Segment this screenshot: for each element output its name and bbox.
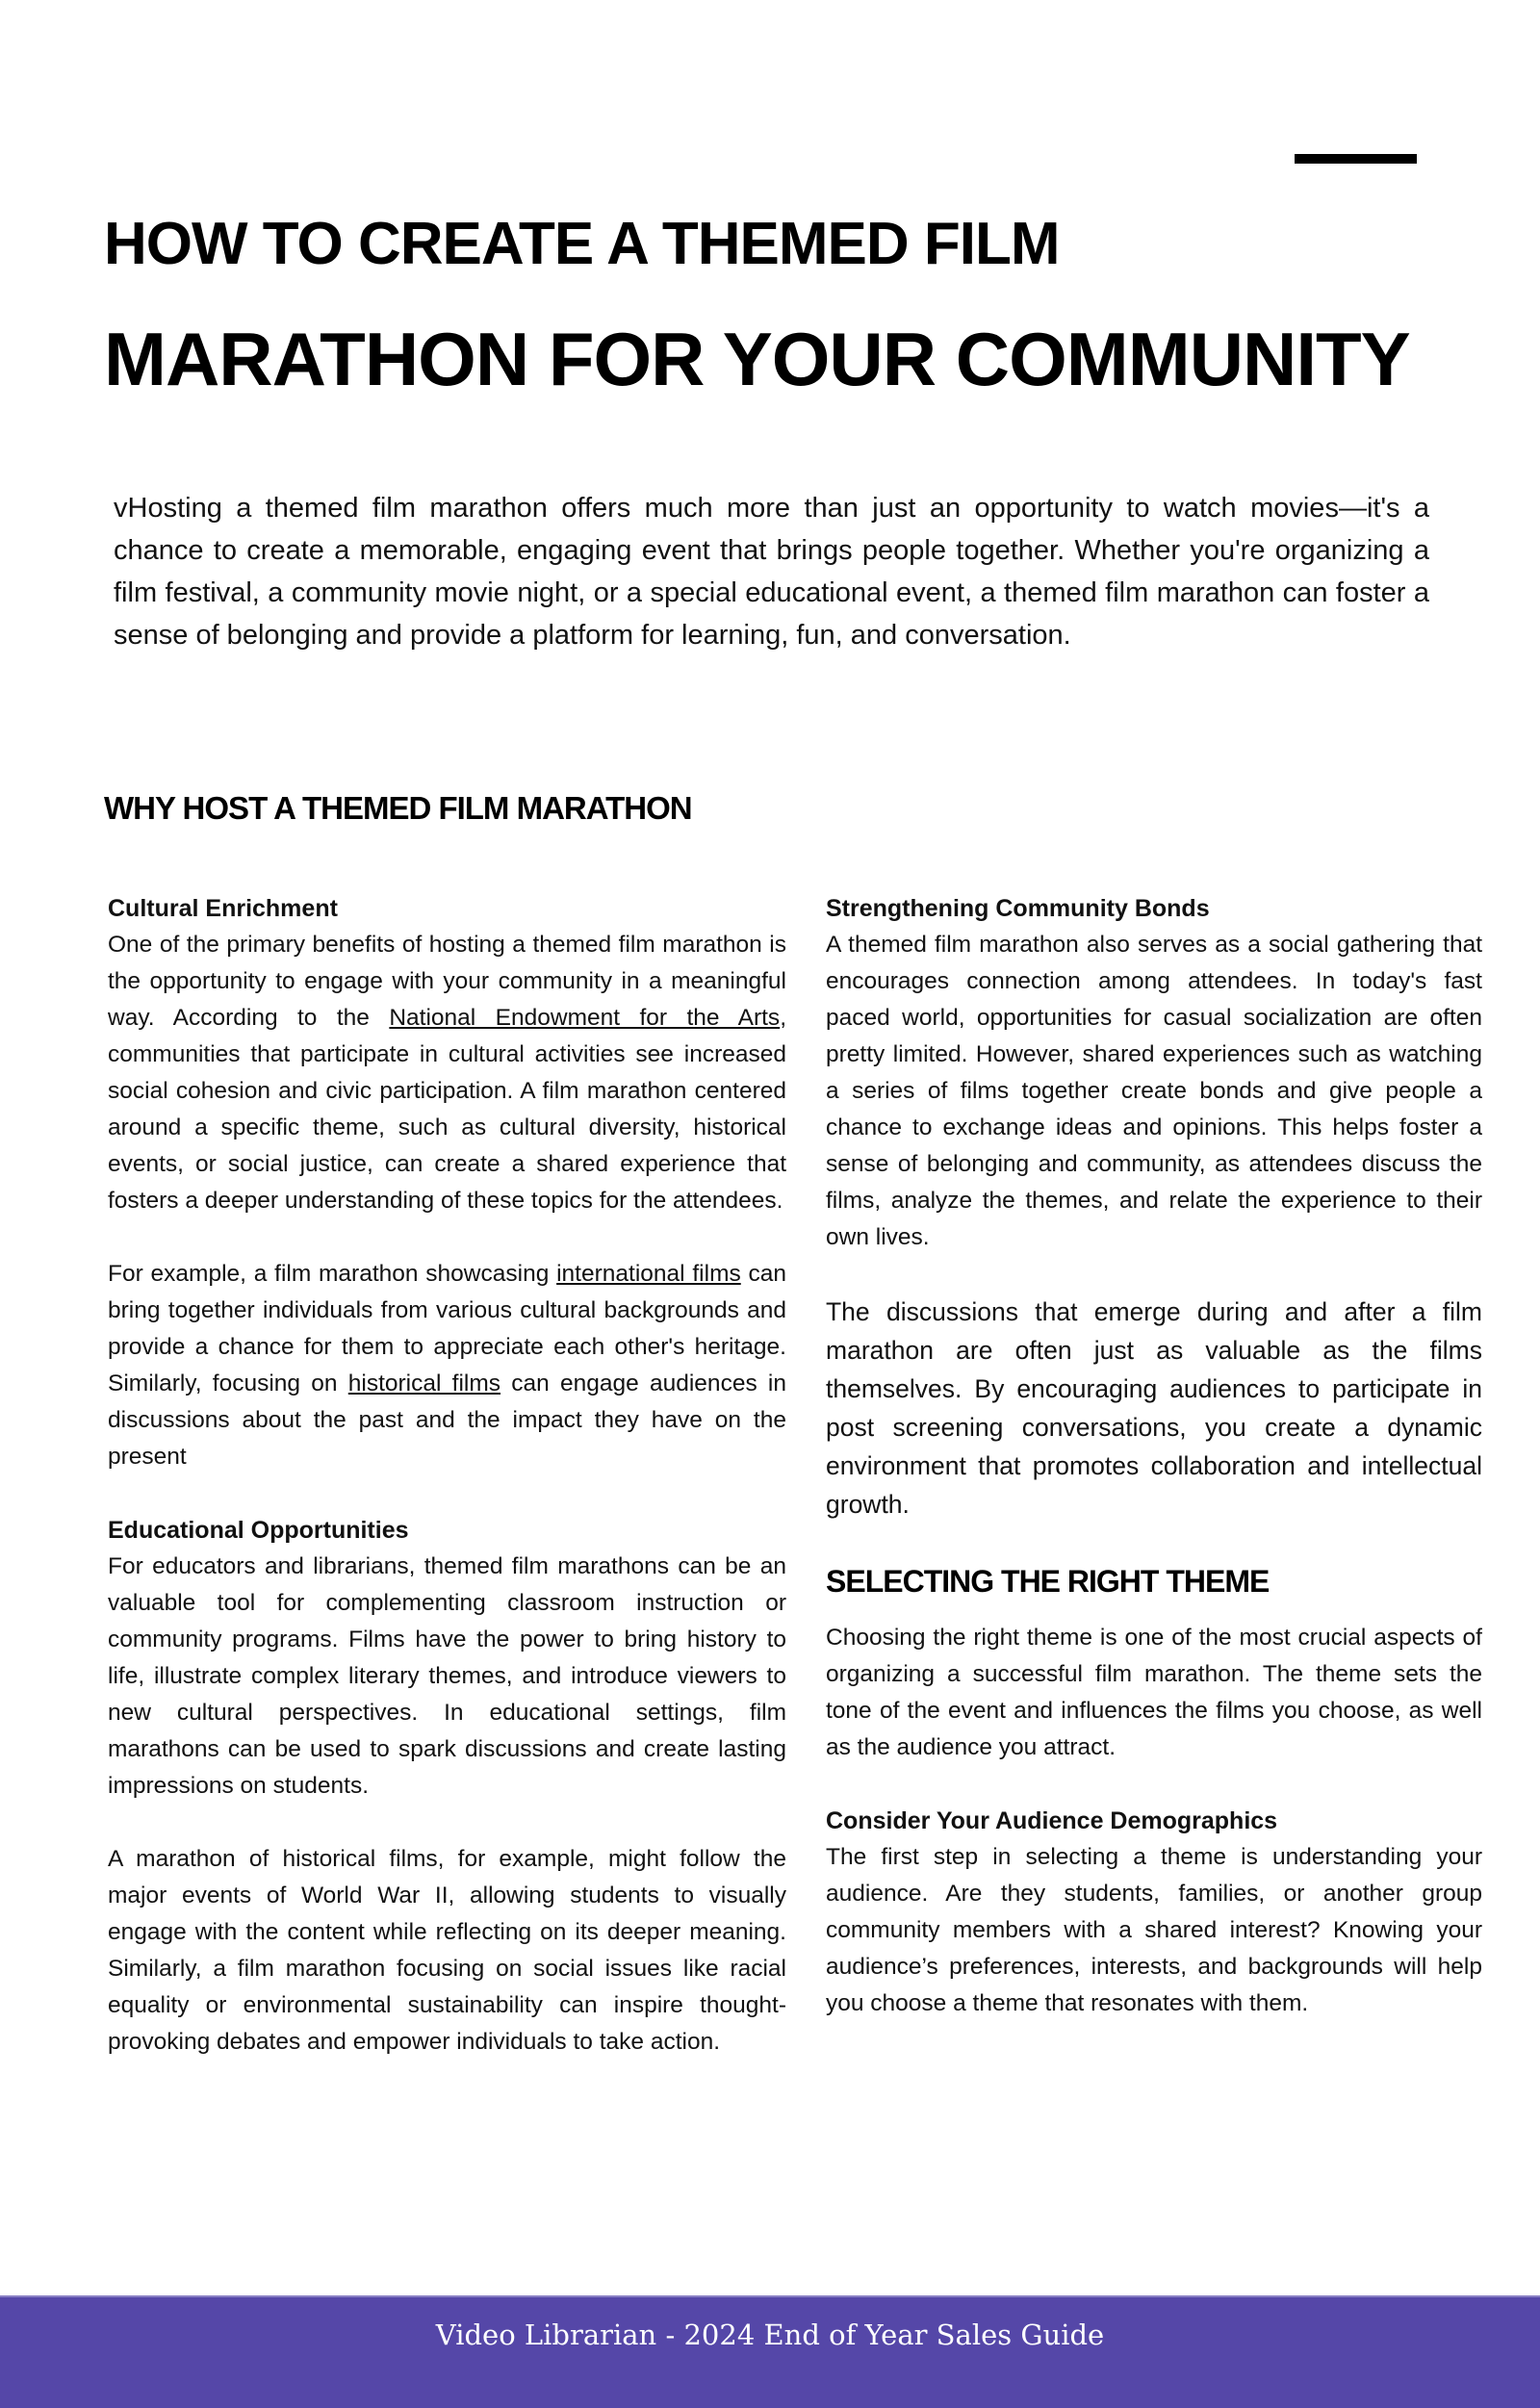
decorative-bar (1295, 154, 1417, 164)
educational-paragraph-1: For educators and librarians, themed film marathons can be an valuable tool for complementing classroom instruction or community programs. Films have the power to bring history to life, illustrate complex literary themes, and introduce viewers to new cultural perspectives. In educational settings, film marathons can be used to spark discussions and create lasting impressions on students. (108, 1553, 786, 1799)
title-line-2: MARATHON FOR YOUR COMMUNITY (104, 317, 1410, 401)
left-column (108, 890, 786, 2097)
right-column (826, 890, 1482, 2059)
section-heading-why: WHY HOST A THEMED FILM MARATHON (104, 790, 692, 826)
nea-link[interactable]: National Endowment for the Arts (389, 1005, 781, 1031)
text: For example, a film marathon showcasing (108, 1261, 557, 1287)
title-line-1: HOW TO CREATE A THEMED FILM (104, 211, 1060, 277)
text: , communities that participate in cultural activities see increased social cohesion and civic participation. A film marathon centered around a specific theme, such as cultural diversity, historical events, or social justice, can create a shared experience that fosters a deeper understanding of these topics for the attendees. (108, 1005, 786, 1214)
historical-films-link[interactable]: historical films (347, 1371, 501, 1396)
footer-text: Video Librarian - 2024 End of Year Sales Guide (435, 2318, 1105, 2351)
community-paragraph-1: A themed film marathon also serves as a social gathering that encourages connection among attendees. In today's fast paced world, opportunities for casual socialization are often pretty limited. However, shared experiences such as watching a series of films together create bonds and give people a chance to exchange ideas and opinions. This helps foster a sense of belonging and community, as attendees discuss the films, analyze the themes, and relate the experience to their own lives. (826, 932, 1482, 1250)
audience-paragraph: The first step in selecting a theme is understanding your audience. Are they students, families, or another group community members with a shared interest? Knowing your audience’s preferences, interests, and backgrounds will help you choose a theme that resonates with them. (826, 1844, 1482, 2016)
text: can engage audiences in discussions about the past and the impact they have on the present (108, 1371, 786, 1470)
subheading-educational: Educational Opportunities (108, 1517, 409, 1544)
subheading-audience: Consider Your Audience Demographics (826, 1807, 1278, 1834)
text: One of the primary benefits of hosting a themed film marathon is the opportunity to engage with your community in a meaningful way. According to the (108, 932, 786, 1031)
subheading-community: Strengthening Community Bonds (826, 895, 1210, 922)
theme-paragraph-1: Choosing the right theme is one of the most crucial aspects of organizing a successful film marathon. The theme sets the tone of the event and influences the films you choose, as well as the audience you attract. (826, 1625, 1482, 1760)
cultural-paragraph-1 (108, 927, 786, 1219)
text: can bring together individuals from various cultural backgrounds and provide a chance for them to appreciate each other's heritage. Similarly, focusing on (108, 1261, 787, 1396)
subheading-cultural: Cultural Enrichment (108, 895, 338, 922)
section-heading-theme: SELECTING THE RIGHT THEME (826, 1564, 1270, 1599)
international-films-link[interactable]: international films (556, 1261, 741, 1287)
community-paragraph-2: The discussions that emerge during and after a film marathon are often just as valuable as the films themselves. By encouraging audiences to participate in post screening conversations, you create a dynamic environment that promotes collaboration and intellectual growth. (826, 1297, 1482, 1519)
educational-paragraph-2: A marathon of historical films, for example, might follow the major events of World War II, allowing students to visually engage with the content while reflecting on its deeper meaning. Similarly, a film marathon focusing on social issues like racial equality or environmental sustainability can inspire thought-provoking debates and empower individuals to take action. (108, 1846, 786, 2055)
footer (0, 2295, 1540, 2408)
cultural-paragraph-2 (108, 1256, 786, 1475)
intro-paragraph: vHosting a themed film marathon offers much more than just an opportunity to watch movies—it's a chance to create a memorable, engaging event that brings people together. Whether you're organizing a film festival, a community movie night, or a special educational event, a themed film marathon can foster a sense of belonging and provide a platform for learning, fun, and conversation. (114, 493, 1429, 651)
